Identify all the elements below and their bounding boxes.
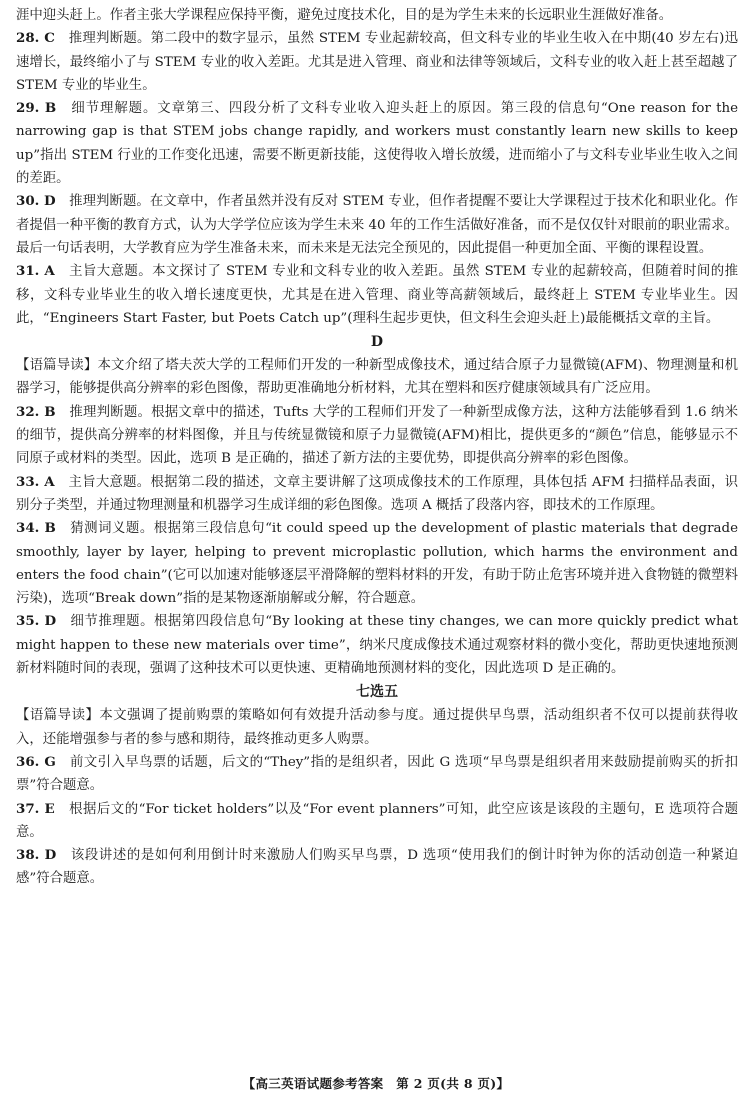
answer-30-text: 推理判断题。在文章中，作者虽然并没有反对 STEM 专业，但作者提醒不要让大学课程过于技术化和职业化。作者提倡一种平衡的教育方式，认为大学学位应该为学生未来 40 年的工作生活做好准备，而不是仅仅针对眼前的职业需求。最后一句话表明，大学教育应为学生准备未来，而未来是无法完全预见的，因此提倡一种更加全面、平衡的课程设置。 [16,194,738,256]
answer-34-text: 猜测词义题。根据第三段信息句“it could speed up the development of plastic materials that degrade smoothly, layer by layer, helping to prevent microplastic pollution, which harms the environment and enters the food chain”(它可以加速对能够逐层平滑降解的塑料材料的开发，有助于防止危害环境并进入食物链的微塑料污染)，选项“Break down”指的是某物逐渐崩解或分解，符合题意。 [16,521,739,607]
answer-31-text: 主旨大意题。本文探讨了 STEM 专业和文科专业的收入差距。虽然 STEM 专业的起薪较高，但随着时间的推移，文科专业毕业生的收入增长速度更快，尤其是在进入管理、商业等高薪领域后，最终赶上 STEM 专业毕业生。因此，“Engineers Start Faster, but Poets Catch up”(理科生起步更快，但文科生会迎头赶上)最能概括文章的主旨。 [16,264,738,326]
answer-36 [16,751,738,798]
answer-34-number: 34. B [16,520,56,537]
answer-30-number: 30. D [16,193,56,210]
answer-35-number: 35. D [16,613,57,630]
answer-28-number: 28. C [16,30,55,47]
answer-28 [16,27,738,97]
answer-32 [16,401,738,471]
answer-28-text: 推理判断题。第二段中的数字显示，虽然 STEM 专业起薪较高，但文科专业的毕业生收入在中期(40 岁左右)迅速增长，最终缩小了与 STEM 专业的收入差距。尤其是进入管理、商业和法律等领域后，文科专业的收入赶上甚至超越了 STEM 专业的毕业生。 [16,31,738,93]
answer-29 [16,97,738,190]
answer-34 [16,517,738,610]
answer-33 [16,471,738,518]
answer-31 [16,260,738,330]
answer-32-text: 推理判断题。根据文章中的描述，Tufts 大学的工程师们开发了一种新型成像方法，这种方法能够看到 1.6 纳米的细节，提供高分辨率的材料图像，并且与传统显微镜和原子力显微镜(AFM)相比，提供更多的“颜色”信息，能够显示不同原子或材料的类型。因此，选项 B 是正确的，描述了新方法的主要优势，即提供高分辨率的彩色图像。 [16,404,739,467]
answer-36-text: 前文引入早鸟票的话题，后文的“They”指的是组织者，因此 G 选项“早鸟票是组织者用来鼓励提前购买的折扣票”符合题意。 [16,754,738,794]
answer-29-text: 细节理解题。文章第三、四段分析了文科专业收入迎头赶上的原因。第三段的信息句“One reason for the narrowing gap is that STEM jobs change rapidly, and workers must constantly learn new skills to keep up”指出 STEM 行业的工作变化迅速，需要不断更新技能，这使得收入增长放缓，进而缩小了与文科专业毕业生收入之间的差距。 [16,101,738,187]
answer-33-number: 33. A [16,473,55,490]
answer-37-text: 根据后文的“For ticket holders”以及“For event planners”可知，此空应该是该段的主题句，E 选项符合题意。 [16,801,738,840]
answer-31-number: 31. A [16,263,55,280]
answer-38 [16,844,738,891]
answer-36-number: 36. G [16,753,56,770]
answer-37 [16,798,738,845]
intro-paragraph-tail: 涯中迎头赶上。作者主张大学课程应保持平衡，避免过度技术化，目的是为学生未来的长远职业生涯做好准备。 [16,8,673,23]
answer-35-text: 细节推理题。根据第四段信息句“By looking at these tiny changes, we can more quickly predict what might happen to these new materials over time”，纳米尺度成像技术通过观察材料的微小变化，帮助更快速地预测新材料随时间的表现，强调了这种技术可以更快速、更精确地预测材料的变化，因此选项 D 是正确的。 [16,614,738,677]
section-d-guide: 【语篇导读】本文介绍了塔夫茨大学的工程师们开发的一种新型成像技术，通过结合原子力显微镜(AFM)、物理测量和机器学习，能够提供高分辨率的彩色图像，帮助更准确地分析材料，尤其在塑料和医疗健康领域具有广泛应用。 [16,358,738,397]
answer-38-text: 该段讲述的是如何利用倒计时来激励人们购买早鸟票，D 选项“使用我们的倒计时钟为你的活动创造一种紧迫感”符合题意。 [16,848,738,887]
answer-29-number: 29. B [16,100,57,117]
answer-32-number: 32. B [16,403,56,420]
answer-37-number: 37. E [16,800,55,817]
page-footer: 【高三英语试题参考答案 第 2 页(共 8 页)】 [242,1076,510,1091]
answer-30 [16,190,738,260]
section-7x5-heading: 七选五 [356,684,398,701]
section-7x5-guide: 【语篇导读】本文强调了提前购票的策略如何有效提升活动参与度。通过提供早鸟票，活动组织者不仅可以提前获得收入，还能增强参与者的参与感和期待，最终推动更多人购票。 [16,708,738,747]
answer-33-text: 主旨大意题。根据第二段的描述，文章主要讲解了这项成像技术的工作原理，具体包括 AFM 扫描样品表面，识别分子类型，并通过物理测量和机器学习生成详细的彩色图像。选项 A 概括了段落内容，即技术的工作原理。 [16,474,738,513]
answer-38-number: 38. D [16,847,57,864]
answer-35 [16,610,738,680]
section-d-heading: D [370,334,384,351]
